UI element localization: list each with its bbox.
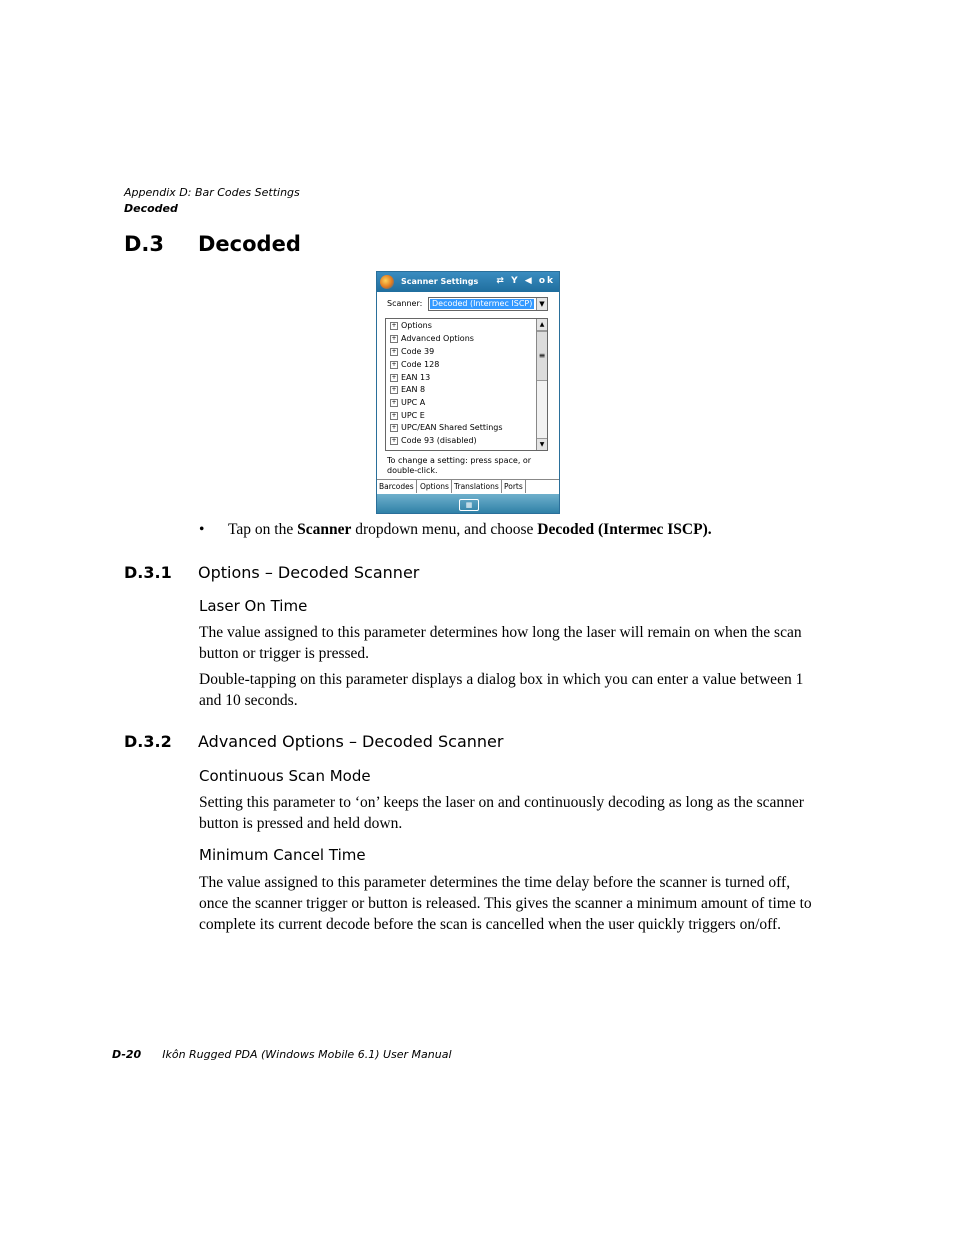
settings-tree[interactable]: [385, 318, 548, 451]
running-header-section: Decoded: [124, 202, 178, 215]
tree-item-code-39[interactable]: + Code 39: [391, 347, 435, 356]
section-number: D.3: [124, 232, 165, 256]
expand-icon[interactable]: +: [391, 386, 397, 393]
paragraph-minimum-cancel-time: The value assigned to this parameter determines the time delay before the scanner is turned off, once the scanner trigger or button is released. This gives the scanner a minimum amount of time to complete its current decode before the scan is cancelled when the user quickly triggers on/off.: [199, 874, 812, 933]
tree-item-code-128[interactable]: + Code 128: [391, 360, 440, 369]
tree-item-ean-8[interactable]: + EAN 8: [391, 385, 426, 394]
window-title: Scanner Settings: [401, 277, 479, 286]
scanner-label: Scanner:: [387, 299, 423, 308]
section-title: Decoded: [198, 232, 301, 256]
expand-icon[interactable]: +: [391, 424, 397, 431]
subsection-number: D.3.2: [124, 732, 172, 751]
bullet-icon: •: [199, 521, 205, 538]
scanner-dropdown[interactable]: [428, 297, 548, 311]
tab-barcodes[interactable]: Barcodes: [377, 480, 417, 493]
subsection-number: D.3.1: [124, 563, 172, 582]
tree-scrollbar[interactable]: [536, 319, 547, 450]
heading-minimum-cancel-time: Minimum Cancel Time: [199, 846, 366, 864]
status-icons: [496, 276, 555, 286]
tab-bar: [377, 479, 559, 494]
subsection-title: Advanced Options – Decoded Scanner: [198, 732, 504, 751]
expand-icon[interactable]: +: [391, 374, 397, 381]
scroll-down-icon[interactable]: ▼: [537, 438, 547, 450]
paragraph-continuous-scan: Setting this parameter to ‘on’ keeps the laser on and continuously decoding as long as the scanner button is pressed and held down.: [199, 794, 804, 832]
help-text: To change a setting: press space, or double-click.: [387, 456, 532, 475]
subsection-heading-options: [124, 563, 624, 583]
tab-translations[interactable]: Translations: [452, 480, 502, 493]
page-number: D-20: [112, 1048, 142, 1061]
expand-icon[interactable]: +: [391, 399, 397, 406]
connectivity-icon: ⇄: [496, 276, 506, 286]
subsection-title: Options – Decoded Scanner: [198, 563, 420, 582]
tree-item-upc-ean-shared[interactable]: + UPC/EAN Shared Settings: [391, 423, 503, 432]
expand-icon[interactable]: +: [391, 335, 397, 342]
paragraph-double-tap: Double-tapping on this parameter displays a dialog box in which you can enter a value between 1 and 10 seconds.: [199, 671, 804, 709]
signal-icon: Y: [511, 276, 520, 286]
tree-item-options[interactable]: + Options: [391, 321, 432, 330]
heading-laser-on-time: Laser On Time: [199, 597, 308, 615]
bullet-text: Tap on the Scanner dropdown menu, and choose Decoded (Intermec ISCP).: [228, 521, 712, 538]
tree-item-upc-a[interactable]: + UPC A: [391, 398, 426, 407]
soft-key-bar: [377, 494, 559, 514]
tree-item-ean-13[interactable]: + EAN 13: [391, 373, 431, 382]
subsection-heading-advanced: [124, 732, 624, 752]
expand-icon[interactable]: +: [391, 437, 397, 444]
title-bar: [377, 272, 559, 292]
volume-icon: ◀: [524, 276, 534, 286]
tree-item-upc-e[interactable]: + UPC E: [391, 411, 425, 420]
tree-item-advanced-options[interactable]: + Advanced Options: [391, 334, 474, 343]
tab-ports[interactable]: Ports: [502, 480, 526, 493]
scanner-settings-screenshot: [376, 271, 560, 514]
expand-icon[interactable]: +: [391, 412, 397, 419]
scroll-thumb[interactable]: ≡: [537, 331, 547, 381]
scroll-up-icon[interactable]: ▲: [537, 319, 547, 331]
paragraph-laser-on-time: The value assigned to this parameter determines how long the laser will remain on when the scan button or trigger is pressed.: [199, 624, 802, 662]
ok-button[interactable]: ok: [538, 276, 555, 286]
expand-icon[interactable]: +: [391, 322, 397, 329]
heading-continuous-scan: Continuous Scan Mode: [199, 767, 371, 785]
running-header-chapter: Appendix D: Bar Codes Settings: [124, 186, 300, 199]
tab-options[interactable]: Options: [418, 480, 452, 493]
page-footer: [112, 1048, 452, 1061]
keyboard-icon[interactable]: ▦: [459, 499, 479, 511]
manual-title: Ikôn Rugged PDA (Windows Mobile 6.1) User Manual: [162, 1048, 452, 1061]
expand-icon[interactable]: +: [391, 361, 397, 368]
windows-start-icon[interactable]: [380, 275, 394, 289]
section-heading: [124, 232, 524, 260]
tree-item-code-93[interactable]: + Code 93 (disabled): [391, 436, 477, 445]
scanner-dropdown-value: Decoded (Intermec ISCP): [432, 299, 533, 308]
chevron-down-icon[interactable]: ▼: [536, 298, 547, 310]
expand-icon[interactable]: +: [391, 348, 397, 355]
